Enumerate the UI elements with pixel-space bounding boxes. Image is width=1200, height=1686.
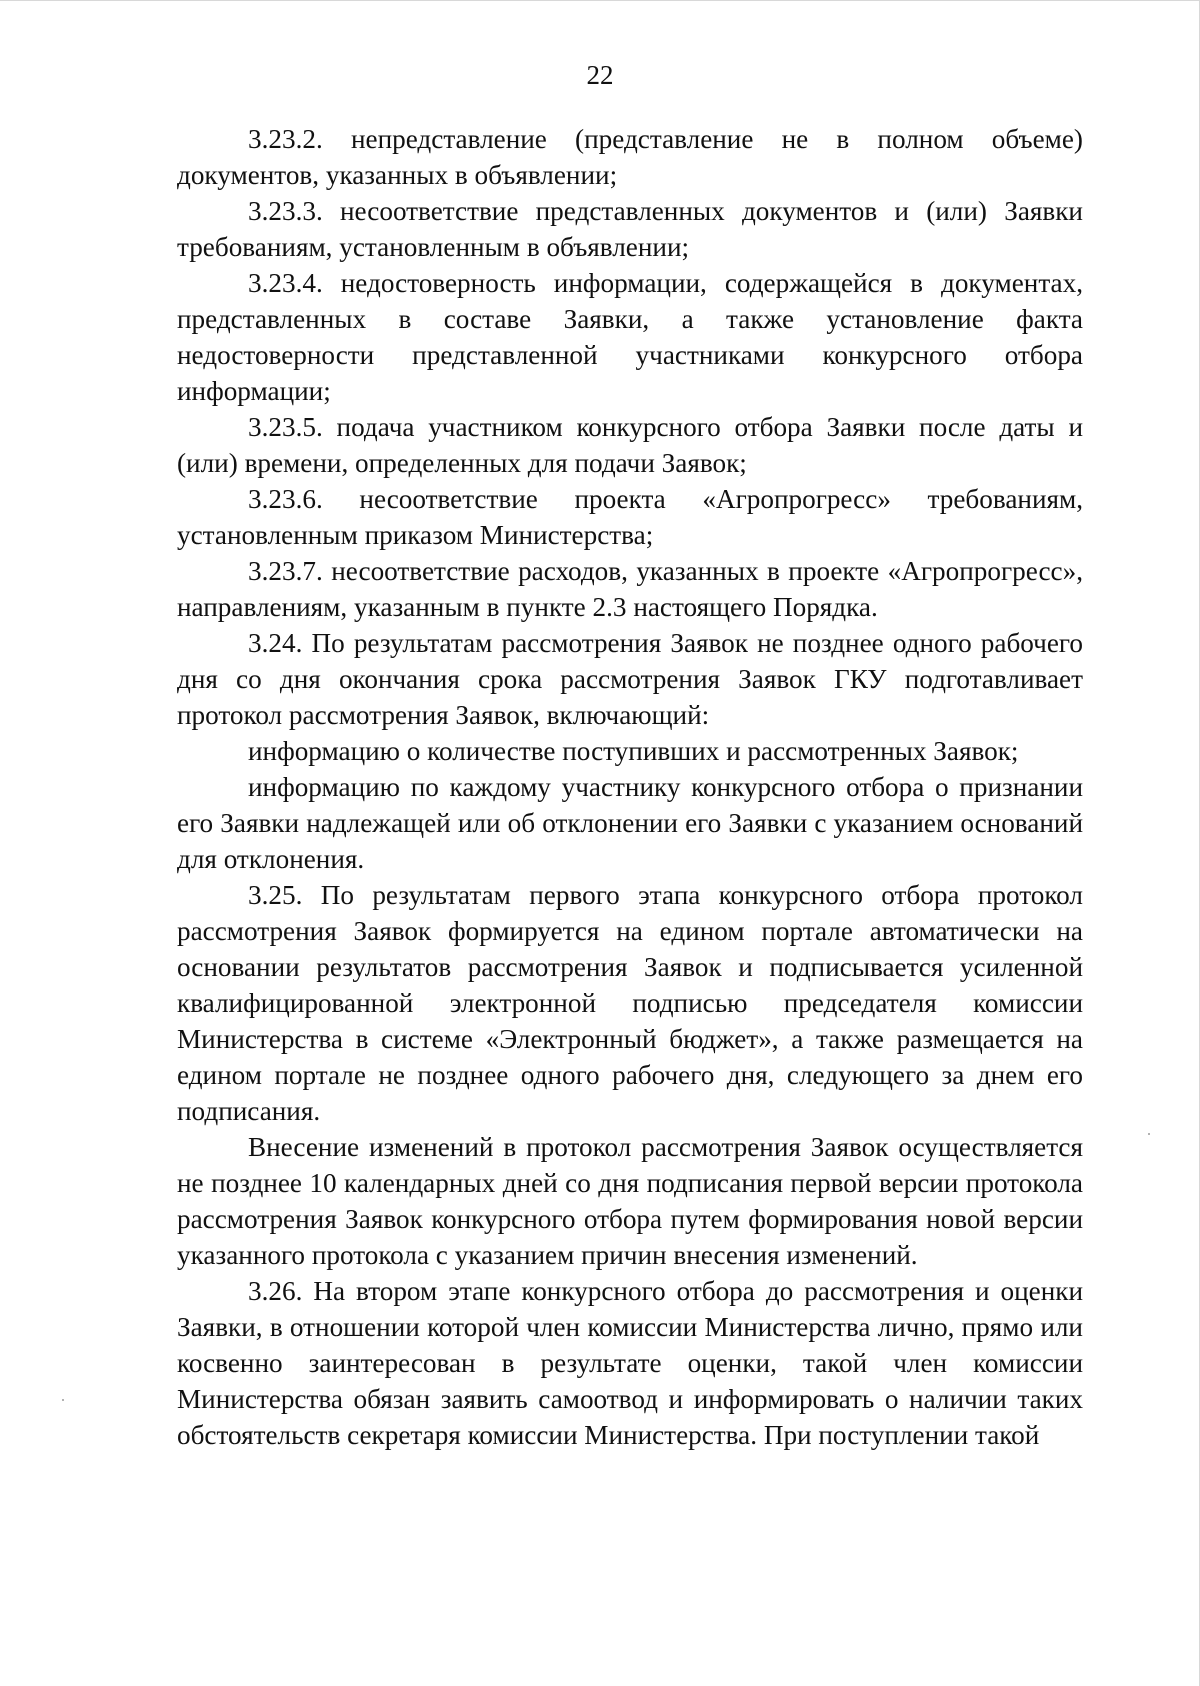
paragraph-3-24: 3.24. По результатам рассмотрения Заявок не позднее одного рабочего дня со дня окончания срока рассмотрения Заявок ГКУ подготавливает протокол рассмотрения Заявок, включающий: — [177, 628, 1083, 730]
paragraph-3-23-4: 3.23.4. недостоверность информации, содержащейся в документах, представленных в составе Заявки, а также установление факта недостоверности представленной участниками конкурсного отбора информации; — [177, 268, 1083, 406]
paragraph-3-25: 3.25. По результатам первого этапа конкурсного отбора протокол рассмотрения Заявок формируется на едином портале автоматически на основании результатов рассмотрения Заявок и подписывается усиленной квалифицированной электронной подписью председателя комиссии Министерства в системе «Электронный бюджет», а также размещается на едином портале не позднее одного рабочего дня, следующего за днем его подписания. — [177, 880, 1083, 1126]
paragraph-3-26: 3.26. На втором этапе конкурсного отбора до рассмотрения и оценки Заявки, в отношении которой член комиссии Министерства лично, прямо или косвенно заинтересован в результате оценки, такой член комиссии Министерства обязан заявить самоотвод и информировать о наличии таких обстоятельств секретаря комиссии Министерства. При поступлении такой — [177, 1276, 1083, 1450]
paragraph-3-25-amendments: Внесение изменений в протокол рассмотрения Заявок осуществляется не позднее 10 календарных дней со дня подписания первой версии протокола рассмотрения Заявок конкурсного отбора путем формирования новой версии указанного протокола с указанием причин внесения изменений. — [177, 1132, 1083, 1270]
paragraph-3-23-2: 3.23.2. непредставление (представление не в полном объеме) документов, указанных в объявлении; — [177, 124, 1083, 190]
page-number: 22 — [586, 60, 614, 90]
document-body — [177, 121, 1083, 1453]
paragraph-3-23-3: 3.23.3. несоответствие представленных документов и (или) Заявки требованиям, установленным в объявлении; — [177, 196, 1083, 262]
paragraph-3-23-6: 3.23.6. несоответствие проекта «Агропрогресс» требованиям, установленным приказом Министерства; — [177, 484, 1083, 550]
paragraph-3-24-item-1: информацию о количестве поступивших и рассмотренных Заявок; — [248, 736, 1019, 766]
paragraph-3-23-5: 3.23.5. подача участником конкурсного отбора Заявки после даты и (или) времени, определенных для подачи Заявок; — [177, 412, 1083, 478]
paragraph-3-23-7: 3.23.7. несоответствие расходов, указанных в проекте «Агропрогресс», направлениям, указанным в пункте 2.3 настоящего Порядка. — [177, 556, 1083, 622]
scan-speck — [62, 1399, 64, 1401]
paragraph-3-24-item-2: информацию по каждому участнику конкурсного отбора о признании его Заявки надлежащей или об отклонении его Заявки с указанием оснований для отклонения. — [177, 772, 1083, 874]
scan-speck — [1148, 1133, 1150, 1135]
